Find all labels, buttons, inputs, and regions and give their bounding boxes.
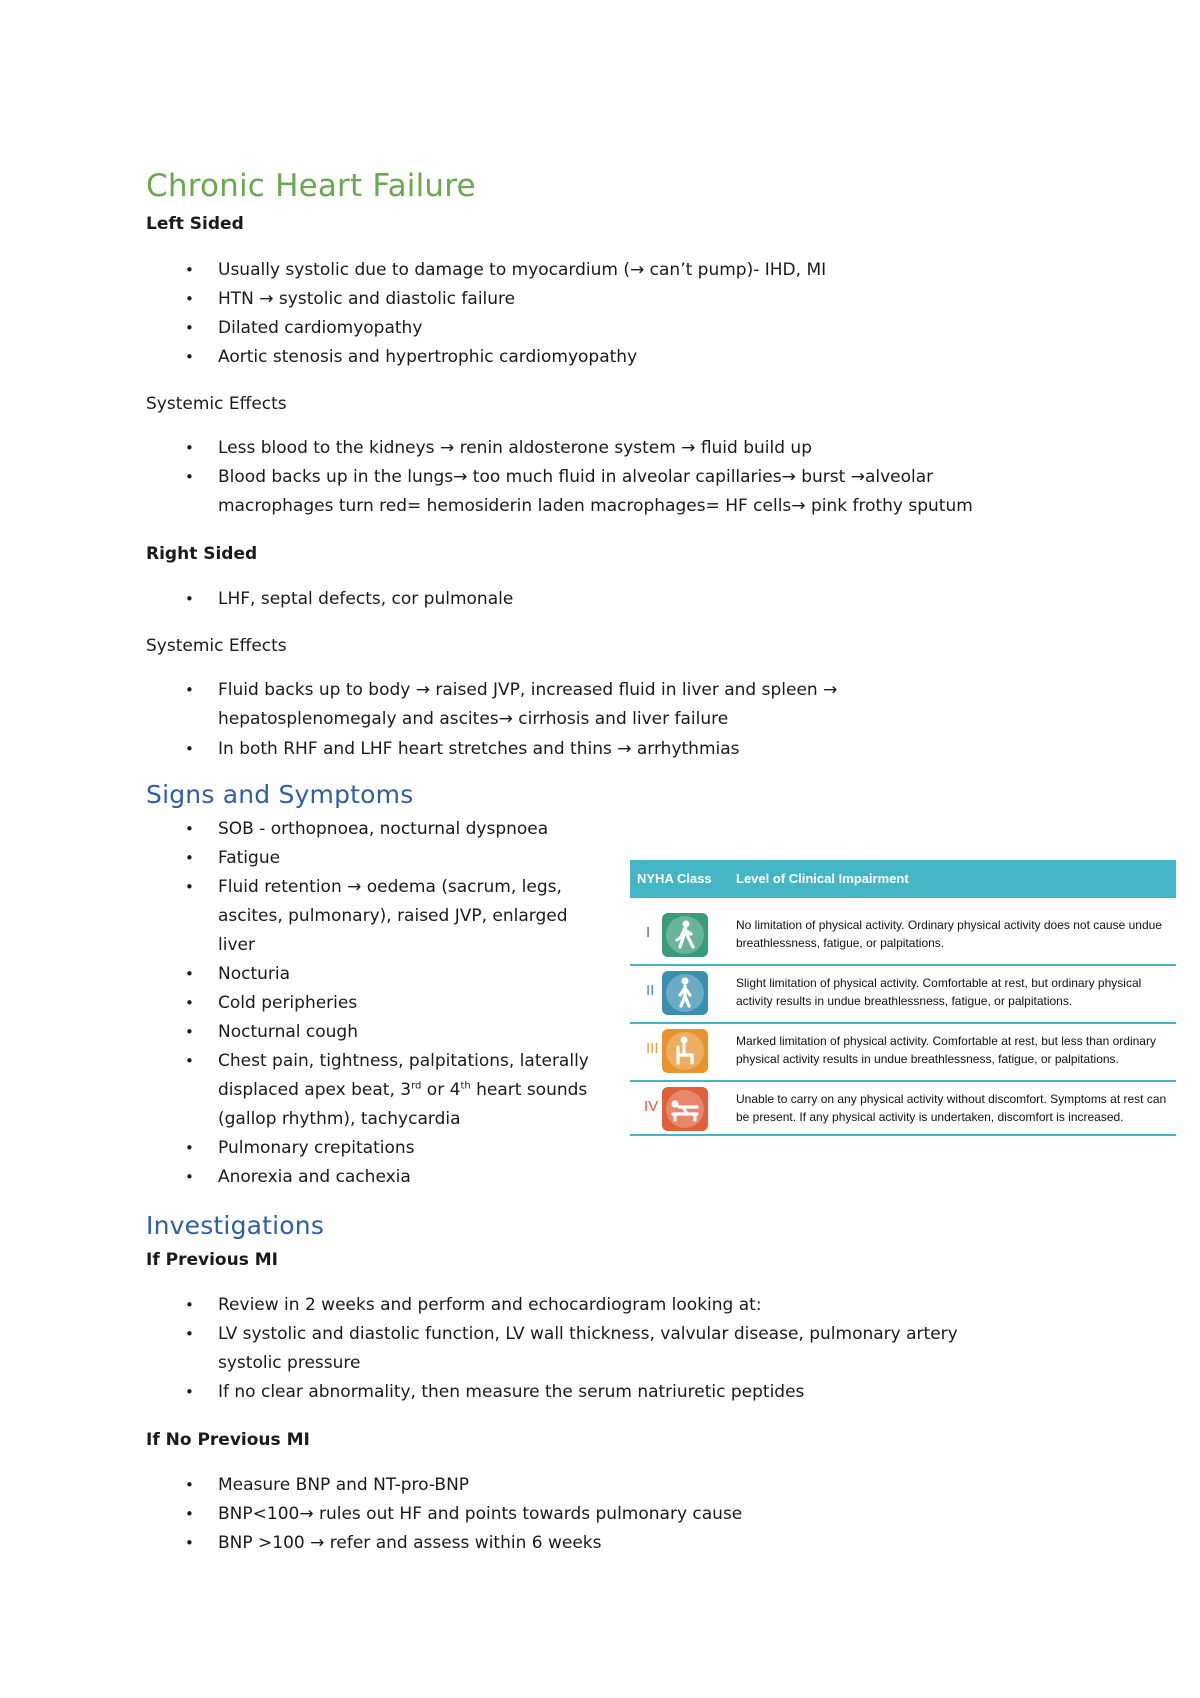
no-previous-mi-heading: If No Previous MI (146, 1430, 310, 1450)
walking-person-icon (662, 971, 708, 1015)
list-item: • Fluid backs up to body → raised JVP, increased fluid in liver and spleen → hepatosplenomegaly and ascites→ cirrhosis and liver failure (185, 680, 838, 729)
list-item: • If no clear abnormality, then measure the serum natriuretic peptides (185, 1382, 805, 1402)
systemic-effects-heading: Systemic Effects (146, 636, 287, 656)
list-item: • Nocturia (185, 964, 291, 984)
list-item: • Nocturnal cough (185, 1022, 359, 1042)
previous-mi-heading: If Previous MI (146, 1250, 278, 1270)
nyha-row (630, 906, 1176, 966)
nyha-row (630, 964, 1176, 1024)
list-item: • BNP<100→ rules out HF and points towards pulmonary cause (185, 1504, 743, 1524)
nyha-description: Unable to carry on any physical activity without discomfort. Symptoms at rest can be present. If any physical activity is undertaken, discomfort is increased. (736, 1092, 1167, 1124)
list-item: • Measure BNP and NT-pro-BNP (185, 1475, 470, 1495)
list-item: • BNP >100 → refer and assess within 6 weeks (185, 1533, 602, 1553)
nyha-table-header (630, 860, 1176, 898)
list-item: • Anorexia and cachexia (185, 1167, 411, 1187)
nyha-class-label: II (646, 982, 655, 999)
nyha-row (630, 1080, 1176, 1138)
list-item: • HTN → systolic and diastolic failure (185, 289, 516, 309)
list-item: • Pulmonary crepitations (185, 1138, 415, 1158)
nyha-description: Marked limitation of physical activity. Comfortable at rest, but less than ordinary physical activity results in undue breathlessness, fatigue, or palpitations. (736, 1034, 1156, 1066)
list-item: • Cold peripheries (185, 993, 358, 1013)
list-item: • LV systolic and diastolic function, LV wall thickness, valvular disease, pulmonary artery systolic pressure (185, 1324, 958, 1373)
list-item: • Blood backs up in the lungs→ too much fluid in alveolar capillaries→ burst →alveolar macrophages turn red= hemosiderin laden macrophages= HF cells→ pink frothy sputum (185, 467, 973, 516)
investigations-heading: Investigations (146, 1211, 325, 1240)
list-item: • LHF, septal defects, cor pulmonale (185, 589, 514, 609)
walking-person-icon (662, 913, 708, 957)
list-item: • Chest pain, tightness, palpitations, laterally displaced apex beat, 3rd or 4th heart sounds (gallop rhythm), tachycardia (185, 1051, 589, 1129)
list-item: • In both RHF and LHF heart stretches and thins → arrhythmias (185, 739, 740, 759)
page-title: Chronic Heart Failure (146, 168, 476, 204)
list-item: • Fluid retention → oedema (sacrum, legs, ascites, pulmonary), raised JVP, enlarged liver (185, 877, 568, 955)
right-sided-heading: Right Sided (146, 544, 258, 564)
lying-person-icon (662, 1087, 708, 1131)
nyha-description: No limitation of physical activity. Ordinary physical activity does not cause undue breathlessness, fatigue, or palpitations. (736, 918, 1162, 950)
list-item: • Usually systolic due to damage to myocardium (→ can’t pump)- IHD, MI (185, 260, 827, 280)
nyha-description: Slight limitation of physical activity. Comfortable at rest, but ordinary physical activity results in undue breathlessness, fatigue, or palpitations. (736, 976, 1142, 1008)
nyha-row (630, 1022, 1176, 1082)
signs-heading: Signs and Symptoms (146, 780, 414, 809)
list-item: • Less blood to the kidneys → renin aldosterone system → fluid build up (185, 438, 812, 458)
left-sided-heading: Left Sided (146, 214, 244, 234)
sitting-person-icon (662, 1029, 708, 1073)
systemic-effects-heading: Systemic Effects (146, 394, 287, 414)
list-item: • SOB - orthopnoea, nocturnal dyspnoea (185, 819, 549, 839)
list-item: • Dilated cardiomyopathy (185, 318, 423, 338)
nyha-class-label: III (646, 1040, 659, 1057)
list-item: • Aortic stenosis and hypertrophic cardiomyopathy (185, 347, 638, 367)
nyha-table (630, 860, 1176, 1136)
nyha-class-label: IV (644, 1098, 659, 1115)
level-header: Level of Clinical Impairment (736, 871, 909, 886)
list-item: • Review in 2 weeks and perform and echocardiogram looking at: (185, 1295, 762, 1315)
nyha-class-header: NYHA Class (637, 871, 712, 886)
nyha-class-label: I (646, 924, 651, 941)
list-item: • Fatigue (185, 848, 281, 868)
